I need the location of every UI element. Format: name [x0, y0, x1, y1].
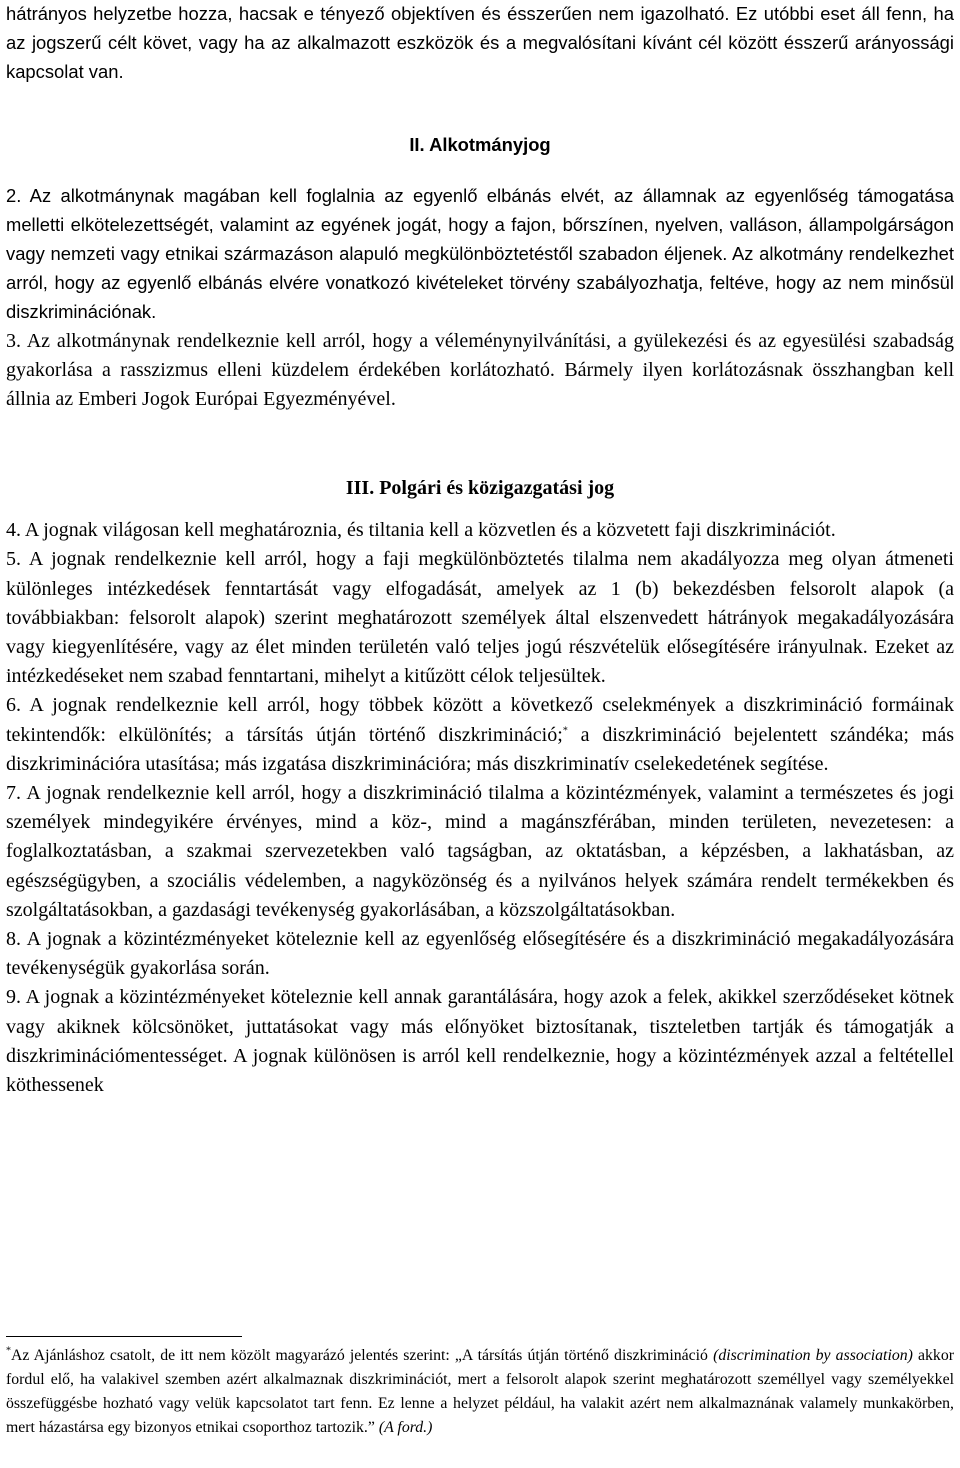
section-heading-constitutional-law: II. Alkotmányjog: [409, 133, 551, 155]
footnote-text-start: Az Ajánláshoz csatolt, de itt nem közölt magyarázó jelentés szerint: „A társítás útján történő diszkrimináció: [11, 1347, 714, 1364]
paragraph-item-6-text-start: 6. A jognak rendelkeznie kell arról, hogy többek között a következő cselekmények a diszkrimináció formáinak tekintendők: elkülönítés; a társítás útján történő diszkrimináció;: [6, 694, 954, 746]
paragraph-item-9: 9. A jognak a közintézményeket köteleznie kell annak garantálására, hogy azok a felek, akikkel szerződéseket kötnek vagy akiknek kölcsönöket, juttatásokat vagy más előnyöket biztosítanak, tiszteletben tartják és támogatják a diszkriminációmentességet. A jognak különösen is arról kell rendelkeznie, hogy a közintézmények azzal a feltétellel köthessenek: [6, 986, 954, 1097]
footnote-english-term: (discrimination by association): [713, 1347, 913, 1364]
section-heading-civil-administrative-law: III. Polgári és közigazgatási jog: [345, 477, 615, 500]
paragraph-item-3: 3. Az alkotmánynak rendelkeznie kell arról, hogy a véleménynyilvánítási, a gyülekezési és az egyesülési szabadság gyakorlása a rasszizmus elleni küzdelem érdekében korlátozható. Bármely ilyen korlátozásnak összhangban kell állnia az Emberi Jogok Európai Egyezményével.: [6, 329, 954, 411]
paragraph-item-2: 2. Az alkotmánynak magában kell foglalnia az egyenlő elbánás elvét, az államnak az egyenlőség támogatása melletti elkötelezettségét, valamint az egyének jogát, hogy a fajon, bőrszínen, nyelven, valláson, állampolgárságon vagy nemzeti vagy etnikai származáson alapuló megkülönböztetéstől szabadon éljenek. Az alkotmány rendelkezhet arról, hogy az egyenlő elbánás elvére vonatkozó kivételeket törvény szabályozhatja, feltéve, hogy az nem minősül diszkriminációnak.: [6, 184, 954, 323]
footnote-marker: *: [6, 1345, 11, 1357]
paragraph-item-6: [6, 691, 954, 779]
footnote-separator: [6, 1336, 242, 1337]
footnote: [6, 1344, 954, 1440]
intro-paragraph: hátrányos helyzetbe hozza, hacsak e tényező objektíven és ésszerűen nem igazolható. Ez utóbbi eset áll fenn, ha az jogszerű célt követ, vagy ha az alkalmazott eszközök és a megvalósítani kívánt cél között ésszerű arányossági kapcsolat van.: [6, 3, 954, 83]
paragraph-item-4: 4. A jognak világosan kell meghatároznia, és tiltania kell a közvetlen és a közvetett faji diszkriminációt.: [6, 519, 836, 542]
paragraph-item-7: 7. A jognak rendelkeznie kell arról, hogy a diszkrimináció tilalma a közintézmények, valamint a természetes és jogi személyek mindegyikére érvényes, mind a köz-, mind a magánszférában, minden területen, nevezetesen: a foglalkoztatásban, a szakmai szervezetekben való tagságban, az oktatásban, a képzésben, a lakhatásban, az egészségügyben, a szociális védelemben, a nagyközönség és a nyilvános helyek számára rendelt termékekben és szolgáltatásokban, a gazdasági tevékenység gyakorlásában, a közszolgáltatásokban.: [6, 782, 954, 921]
footnote-translator-note: (A ford.): [378, 1419, 433, 1436]
paragraph-item-6-text-end: a diszkrimináció bejelentett szándéka; más diszkriminációra utasítása; más izgatása diszkriminációra; más diszkriminatív cselekedetének segítése.: [6, 723, 955, 775]
footnote-text-end: akkor fordul elő, ha valakivel szemben azért alkalmaznak diszkriminációt, mert a felsorolt alapok szerint meghatározott személlyel vagy személyekkel összefüggésbe hozható vagy velük kapcsolatot tart fenn. Ez lenne a helyzet például, ha valakit azért nem alkalmaznának valamely munkakörben, mert házastársa egy bizonyos etnikai csoporthoz tartozik.”: [6, 1347, 954, 1436]
document-page: [6, 0, 954, 1100]
footnote-reference-marker: *: [562, 725, 568, 736]
paragraph-item-8: 8. A jognak a közintézményeket köteleznie kell az egyenlőség elősegítésére és a diszkrimináció megakadályozására tevékenységük gyakorlása során.: [6, 928, 954, 980]
paragraph-item-5: 5. A jognak rendelkeznie kell arról, hogy a faji megkülönböztetés tilalma nem akadályozza meg olyan átmeneti különleges intézkedések fenntartását vagy elfogadását, amelyek az 1 (b) bekezdésben felsorolt alapok (a továbbiakban: felsorolt alapok) szerint meghatározott személyek által elszenvedett hátrányok megakadályozására vagy kiegyenlítésére, vagy az élet minden területén való teljes jogú részvételük elősegítésére irányulnak. Ezeket az intézkedéseket nem szabad fenntartani, mihelyt a kitűzött célok teljesültek.: [6, 548, 954, 688]
